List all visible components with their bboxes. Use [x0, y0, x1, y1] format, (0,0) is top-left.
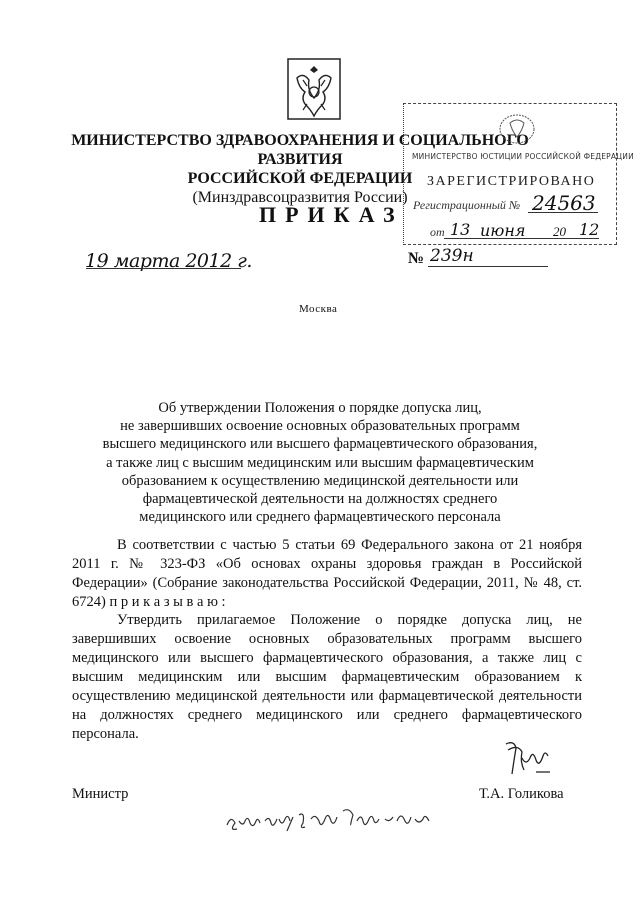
date-underline: [86, 268, 241, 269]
stamp-reg-number: 24563: [532, 191, 596, 215]
stamp-status: ЗАРЕГИСТРИРОВАНО: [427, 174, 596, 189]
order-number: 239н: [430, 246, 474, 266]
subject-line: высшего медицинского или высшего фармацевтического образования,: [102, 436, 538, 453]
stamp-authority: МИНИСТЕРСТВО ЮСТИЦИИ РОССИЙСКОЙ ФЕДЕРАЦИИ: [412, 152, 634, 161]
subject-line: фармацевтической деятельности на должностях среднего: [142, 491, 498, 508]
subject-line: а также лиц с высшим медицинским или высшим фармацевтическим: [106, 454, 534, 471]
stamp-date-underline: [444, 238, 599, 239]
number-underline: [428, 266, 548, 267]
stamp-year-prefix: 20: [553, 224, 566, 239]
signer-name: Т.А. Голикова: [479, 786, 564, 802]
order-number-label: №: [408, 250, 425, 267]
body-paragraph-1: В соответствии с частью 5 статьи 69 Федерального закона от 21 ноября 2011 г. № 323-ФЗ «Об основах охраны здоровья граждан в Российской Федерации» (Собрание законодательства Российской Федерации, 2011, № 48, ст. 6724) п р и к а з ы в а ю :: [72, 537, 582, 610]
stamp-date-prefix: от: [430, 225, 445, 239]
handwritten-signature: [502, 738, 554, 780]
subject-line: Об утверждении Положения о порядке допуска лиц,: [158, 400, 482, 416]
subject-line: образованием к осуществлению медицинской деятельности или: [121, 472, 519, 489]
stamp-reg-number-label: Регистрационный №: [413, 198, 521, 212]
city: Москва: [299, 303, 338, 315]
stamp-month: июня: [480, 221, 526, 240]
order-date: 19 марта 2012 г.: [85, 250, 252, 272]
order-subject: [60, 399, 580, 526]
ministry-name-line2: РОССИЙСКОЙ ФЕДЕРАЦИИ: [187, 170, 413, 187]
subject-line: не завершивших освоение основных образовательных программ: [120, 418, 520, 435]
ministry-name-line1: МИНИСТЕРСТВО ЗДРАВООХРАНЕНИЯ И СОЦИАЛЬНОГО РАЗВИТИЯ: [71, 132, 529, 168]
handwritten-note: [225, 803, 445, 835]
signer-position: Министр: [72, 786, 129, 802]
stamp-day: 13: [450, 220, 471, 239]
stamp-seal-icon: [498, 113, 536, 145]
stamp-number-underline: [528, 212, 598, 213]
coat-of-arms-icon: [287, 58, 341, 120]
ministry-short-name: (Минздравсоцразвития России): [192, 189, 408, 206]
order-title: ПРИКАЗ: [259, 202, 404, 227]
body-paragraph-2: Утвердить прилагаемое Положение о порядке допуска лиц, не завершивших освоение основных образовательных программ высшего медицинского или высшего фармацевтического образования, а также лиц с высшим медицинским или высшим фармацевтическим образованием к осуществлению медицинской деятельности или фармацевтической деятельности на должностях среднего медицинского или среднего фармацевтического персонала.: [72, 612, 582, 742]
stamp-year-suffix: 12: [579, 220, 600, 239]
subject-line: медицинского или среднего фармацевтического персонала: [139, 509, 501, 526]
